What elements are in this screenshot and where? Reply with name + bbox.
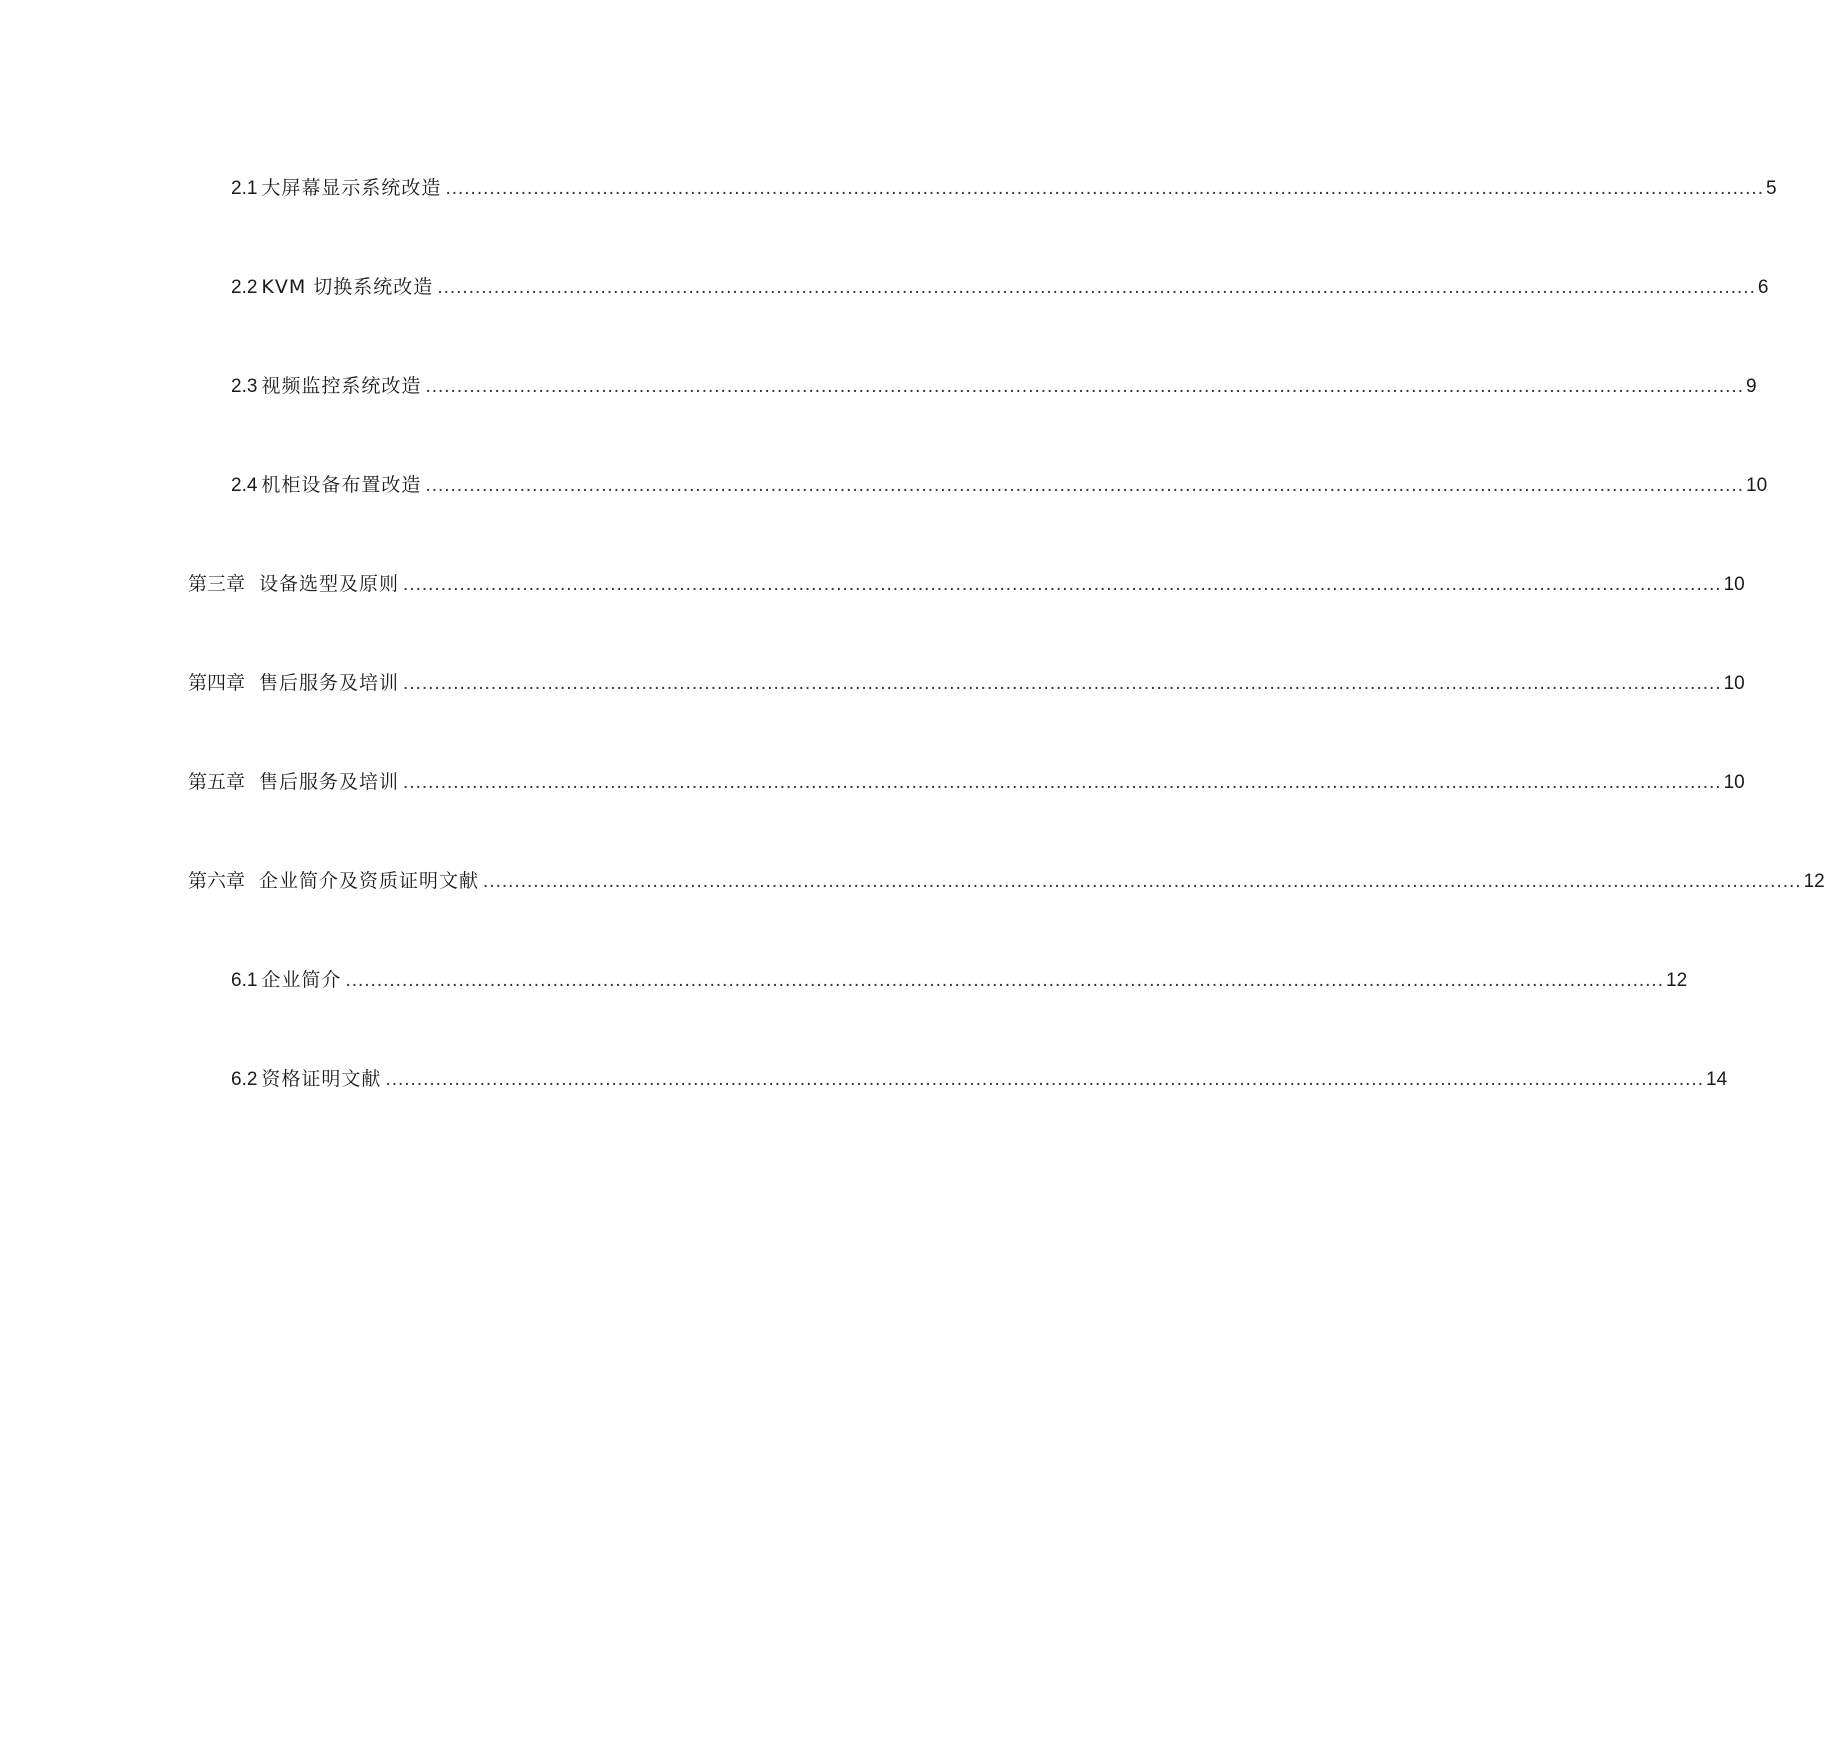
dot-leader: .................................................................................................................................................................................................................. xyxy=(425,376,1744,397)
toc-entry-title: 机柜设备布置改造 xyxy=(261,474,422,496)
toc-entry-chapter-3[interactable] xyxy=(188,569,1745,599)
toc-entry-number: 2.3 xyxy=(231,376,258,397)
toc-entry-number: 2.2 xyxy=(231,277,258,298)
toc-entry-chapter-6[interactable] xyxy=(188,866,1825,896)
dot-leader: .................................................................................................................................................................................................................. xyxy=(437,277,1756,298)
toc-entry-title: 售后服务及培训 xyxy=(259,672,400,694)
dot-leader: .................................................................................................................................................................................................................. xyxy=(385,1069,1704,1090)
toc-entry-chapter-5[interactable] xyxy=(188,767,1745,797)
toc-entry-title: 设备选型及原则 xyxy=(259,573,400,595)
dot-leader: .................................................................................................................................................................................................................. xyxy=(403,574,1722,595)
toc-entry-2-2[interactable] xyxy=(231,272,1769,302)
toc-entry-page: 10 xyxy=(1723,772,1745,793)
toc-entry-title: 企业简介及资质证明文献 xyxy=(259,870,480,892)
toc-entry-page: 6 xyxy=(1757,277,1769,298)
toc-entry-page: 10 xyxy=(1723,574,1745,595)
toc-entry-6-1[interactable] xyxy=(231,965,1688,995)
toc-entry-title: KVM 切换系统改造 xyxy=(261,276,434,298)
toc-entry-number: 6.1 xyxy=(231,970,258,991)
toc-entry-number: 2.4 xyxy=(231,475,258,496)
toc-entry-2-1[interactable] xyxy=(231,173,1777,203)
toc-entry-page: 14 xyxy=(1706,1069,1728,1090)
toc-entry-number: 第五章 xyxy=(188,772,246,793)
toc-entry-number: 2.1 xyxy=(231,178,258,199)
toc-entry-page: 10 xyxy=(1723,673,1745,694)
toc-entry-page: 12 xyxy=(1803,871,1825,892)
dot-leader: .................................................................................................................................................................................................................. xyxy=(483,871,1802,892)
toc-entry-number: 第六章 xyxy=(188,871,246,892)
toc-entry-title: 视频监控系统改造 xyxy=(261,375,422,397)
toc-entry-2-4[interactable] xyxy=(231,470,1768,500)
toc-entry-chapter-4[interactable] xyxy=(188,668,1745,698)
dot-leader: .................................................................................................................................................................................................................. xyxy=(403,673,1722,694)
dot-leader: .................................................................................................................................................................................................................. xyxy=(403,772,1722,793)
toc-entry-6-2[interactable] xyxy=(231,1064,1728,1094)
toc-entry-title: 售后服务及培训 xyxy=(259,771,400,793)
toc-entry-number: 第三章 xyxy=(188,574,246,595)
toc-entry-2-3[interactable] xyxy=(231,371,1757,401)
toc-entry-title: 大屏幕显示系统改造 xyxy=(261,177,442,199)
dot-leader: .................................................................................................................................................................................................................. xyxy=(345,970,1664,991)
dot-leader: .................................................................................................................................................................................................................. xyxy=(445,178,1764,199)
toc-entry-page: 5 xyxy=(1766,178,1777,199)
toc-entry-page: 12 xyxy=(1666,970,1688,991)
toc-entry-title: 资格证明文献 xyxy=(261,1068,382,1090)
toc-entry-number: 6.2 xyxy=(231,1069,258,1090)
toc-entry-page: 9 xyxy=(1746,376,1757,397)
toc-entry-title: 企业简介 xyxy=(261,969,342,991)
toc-entry-number: 第四章 xyxy=(188,673,246,694)
dot-leader: .................................................................................................................................................................................................................. xyxy=(425,475,1744,496)
toc-entry-page: 10 xyxy=(1746,475,1768,496)
